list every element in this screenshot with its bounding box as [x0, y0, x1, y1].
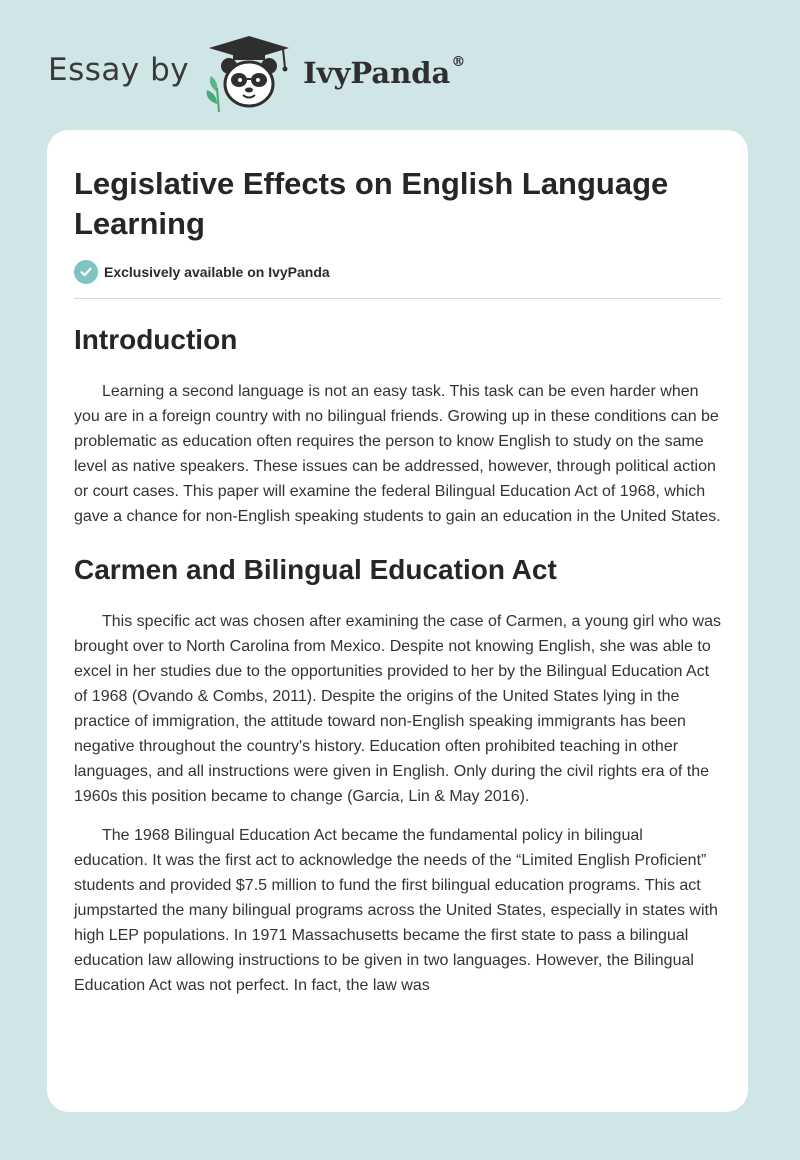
checkmark-icon: [74, 260, 98, 284]
panda-logo-icon[interactable]: [203, 32, 299, 112]
exclusive-label: Exclusively available on IvyPanda: [104, 264, 330, 280]
site-header: [48, 32, 465, 112]
essay-by-label: Essay by: [48, 52, 190, 88]
brand-name[interactable]: IvyPanda®: [303, 54, 466, 90]
paragraph: The 1968 Bilingual Education Act became the fundamental policy in bilingual education. It was the first act to acknowledge the needs of the “Limited English Proficient” students and provided $7.5 million to fund the first bilingual education programs. This act jumpstarted the many bilingual programs across the United States, especially in states with high LEP populations. In 1971 Massachusetts became the first state to pass a bilingual education law allowing instructions to be given in two languages. However, the Bilingual Education Act was not perfect. In fact, the law was: [74, 827, 718, 994]
exclusive-badge: [74, 260, 721, 299]
section-heading-introduction: Introduction: [74, 324, 238, 355]
essay-title: Legislative Effects on English Language Learning: [74, 166, 669, 241]
essay-card: [47, 130, 748, 1112]
paragraph: This specific act was chosen after examining the case of Carmen, a young girl who was brought over to North Carolina from Mexico. Despite not knowing English, she was able to excel in her studies due to the opportunities provided to her by the Bilingual Education Act of 1968 (Ovando & Combs, 2011). Despite the origins of the United States lying in the practice of immigration, the attitude toward non-English speaking immigrants has been negative throughout the country's history. Education often prohibited teaching in other languages, and all instructions were given in English. Only during the civil rights era of the 1960s this position became to change (Garcia, Lin & May 2016).: [74, 613, 721, 805]
trademark-symbol: ®: [451, 54, 466, 70]
paragraph: Learning a second language is not an easy task. This task can be even harder when you are in a foreign country with no bilingual friends. Growing up in these conditions can be problematic as education often requires the person to know English to study on the same level as native speakers. These issues can be addressed, however, through political action or court cases. This paper will examine the federal Bilingual Education Act of 1968, which gave a chance for non-English speaking students to gain an education in the United States.: [74, 383, 721, 525]
section-heading-carmen: Carmen and Bilingual Education Act: [74, 554, 557, 585]
